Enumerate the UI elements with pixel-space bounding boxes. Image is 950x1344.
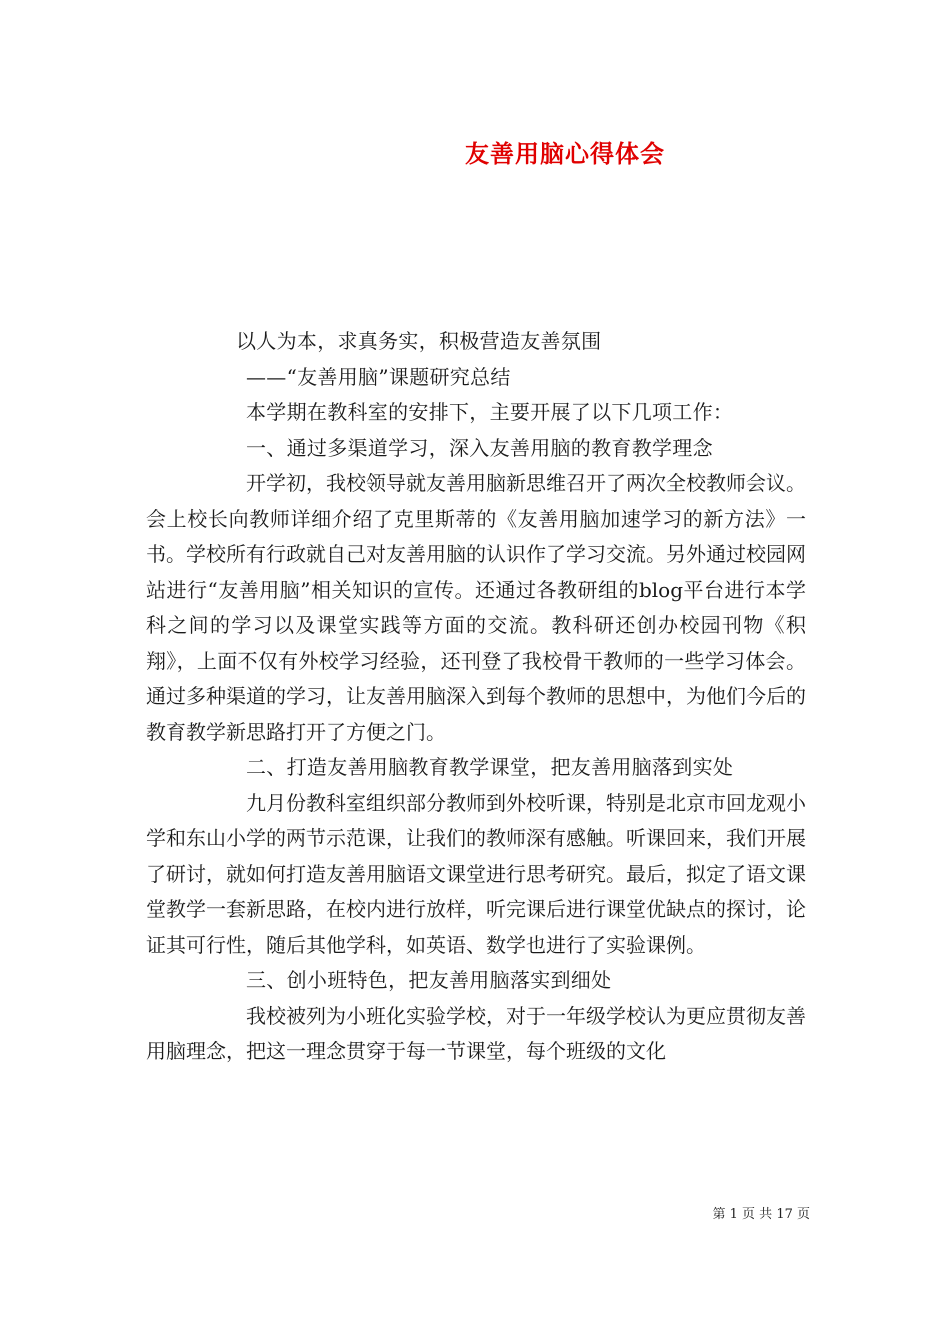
document-body	[146, 324, 806, 1070]
document-title: 友善用脑心得体会	[465, 139, 665, 168]
main-heading: 以人为本，求真务实，积极营造友善氛围	[236, 329, 602, 353]
section-1-title: 一、通过多渠道学习，深入友善用脑的教育教学理念	[246, 435, 713, 460]
section-1-body: 开学初，我校领导就友善用脑新思维召开了两次全校教师会议。会上校长向教师详细介绍了克里斯蒂的《友善用脑加速学习的新方法》一书。学校所有行政就自己对友善用脑的认识作了学习交流。另外通过校园网站进行“友善用脑”相关知识的宣传。还通过各教研组的blog平台进行本学科之间的学习以及课堂实践等方面的交流。教科研还创办校园刊物《积翔》，上面不仅有外校学习经验，还刊登了我校骨干教师的一些学习体会。通过多种渠道的学习，让友善用脑深入到每个教师的思想中，为他们今后的教育教学新思路打开了方便之门。	[146, 471, 806, 744]
section-3-body: 我校被列为小班化实验学校，对于一年级学校认为更应贯彻友善用脑理念，把这一理念贯穿于每一节课堂，每个班级的文化	[146, 1003, 806, 1063]
page-number: 第 1 页 共 17 页	[712, 1207, 810, 1222]
section-3-title: 三、创小班特色，把友善用脑落实到细处	[246, 968, 612, 992]
section-2-title: 二、打造友善用脑教育教学课堂，把友善用脑落到实处	[246, 755, 734, 779]
intro-paragraph: 本学期在教科室的安排下，主要开展了以下几项工作：	[246, 400, 734, 424]
sub-heading: ——“友善用脑”课题研究总结	[246, 364, 511, 389]
section-2-body: 九月份教科室组织部分教师到外校听课，特别是北京市回龙观小学和东山小学的两节示范课，让我们的教师深有感触。听课回来，我们开展了研讨，就如何打造友善用脑语文课堂进行思考研究。最后，拟定了语文课堂教学一套新思路，在校内进行放样，听完课后进行课堂优缺点的探讨，论证其可行性，随后其他学科，如英语、数学也进行了实验课例。	[146, 790, 806, 957]
